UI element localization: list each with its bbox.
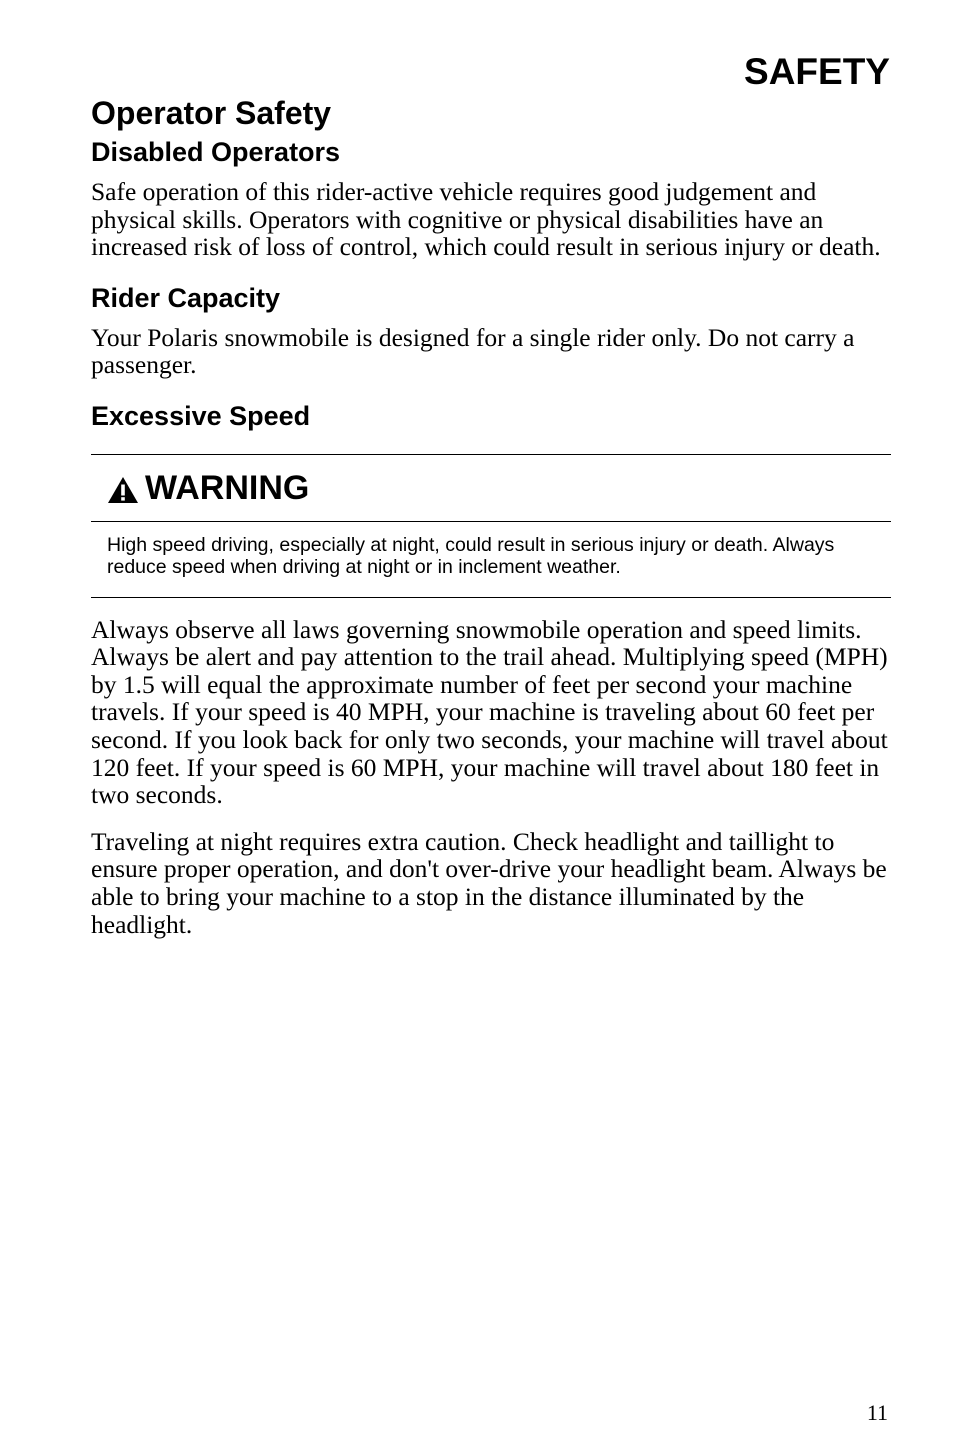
page-content [91,94,891,938]
disabled-operators-text: Safe operation of this rider-active vehicle requires good judgement and physical skills. Operators with cognitive or physical disabilities have an increased risk of loss of control, which could result in serious injury or death. [91,177,881,262]
page-number: 11 [866,1400,888,1425]
disabled-operators-heading: Disabled Operators [91,137,341,168]
warning-header [91,455,891,522]
warning-label: WARNING [145,468,310,507]
speed-paragraph: Always observe all laws governing snowmobile operation and speed limits. Always be alert and pay attention to the trail ahead. Multiplying speed (MPH) by 1.5 will equal the approximate number of feet per second your machine travels. If your speed is 40 MPH, your machine is traveling about 60 feet per second. If you look back for only two seconds, your machine will travel about 120 feet. If your speed is 60 MPH, your machine will travel about 180 feet in two seconds. [91,614,888,810]
rider-capacity-text: Your Polaris snowmobile is designed for a single rider only. Do not carry a passenger. [91,322,855,380]
excessive-speed-heading: Excessive Speed [91,400,311,431]
section-title: SAFETY [744,51,890,92]
rider-capacity-heading: Rider Capacity [91,282,281,313]
night-travel-paragraph: Traveling at night requires extra caution. Check headlight and taillight to ensure proper operation, and don't over-drive your headlight beam. Always be able to bring your machine to a stop in the distance illuminated by the headlight. [91,826,887,939]
warning-text: High speed driving, especially at night, could result in serious injury or death. Always reduce speed when driving at night or in inclement weather. [107,533,835,579]
page-heading: Operator Safety [91,95,332,131]
warning-box [91,454,891,598]
warning-triangle-icon [107,476,139,504]
